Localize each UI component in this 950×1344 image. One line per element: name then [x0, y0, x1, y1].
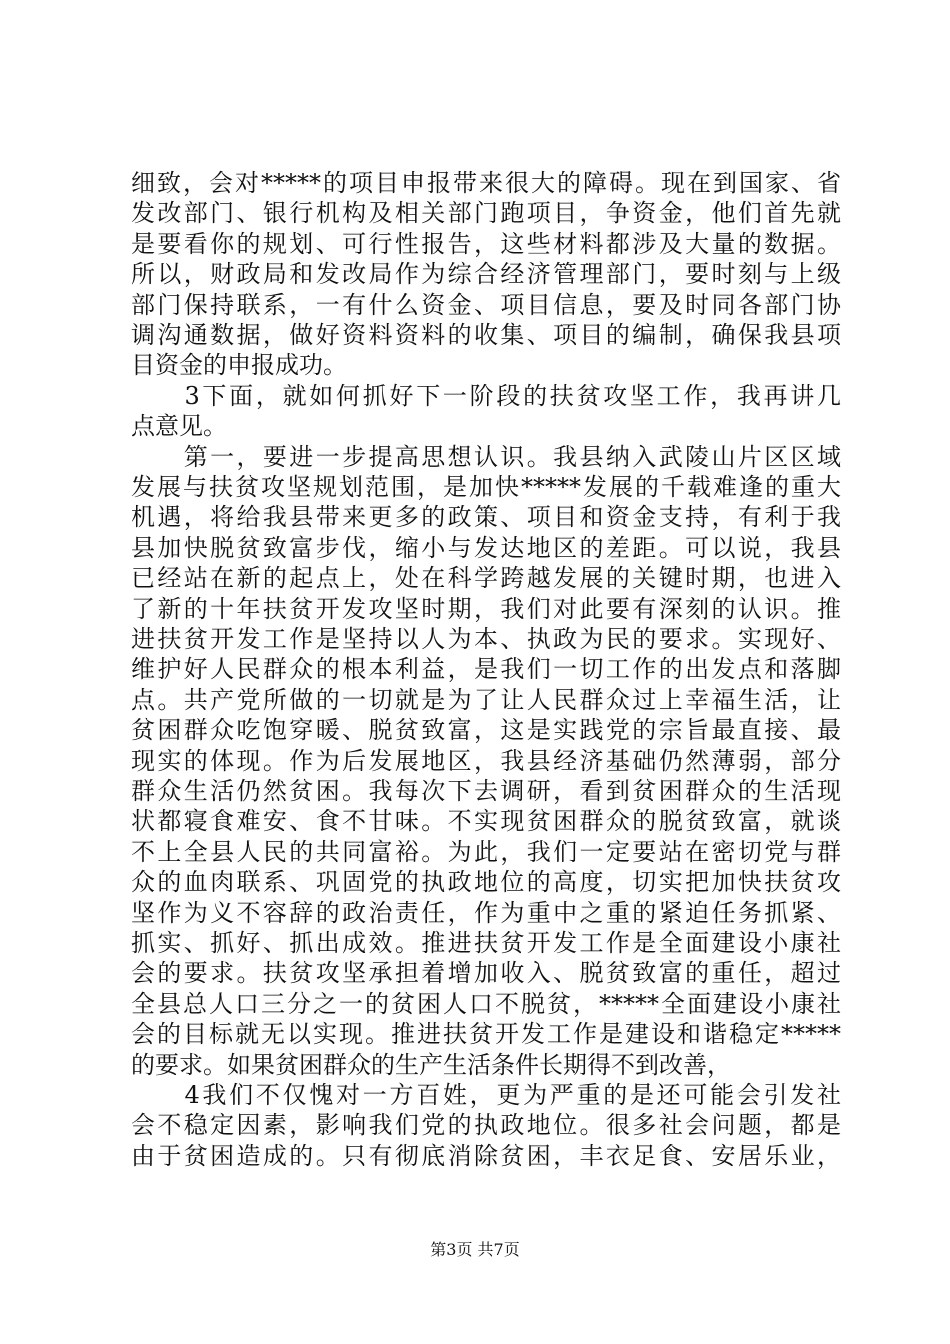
text-line: 不上全县人民的共同富裕。为此，我们一定要站在密切党与群 [131, 837, 841, 866]
text-line: 贫困群众吃饱穿暖、脱贫致富，这是实践党的宗旨最直接、最 [131, 716, 841, 745]
text-line: 会的目标就无以实现。推进扶贫开发工作是建设和谐稳定***** [131, 1020, 841, 1049]
text-line: 已经站在新的起点上，处在科学跨越发展的关键时期，也进入 [131, 564, 841, 593]
text-line: 的要求。如果贫困群众的生产生活条件长期得不到改善， [131, 1050, 731, 1079]
text-line: 状都寝食难安、食不甘味。不实现贫困群众的脱贫致富，就谈 [131, 807, 841, 836]
text-line: 由于贫困造成的。只有彻底消除贫困，丰衣足食、安居乐业， [131, 1141, 841, 1170]
text-line: 发展与扶贫攻坚规划范围，是加快*****发展的千载难逢的重大 [131, 473, 841, 501]
text-line: 发改部门、银行机构及相关部门跑项目，争资金，他们首先就 [131, 199, 841, 228]
text-line: 会的要求。扶贫攻坚承担着增加收入、脱贫致富的重任，超过 [131, 959, 841, 988]
text-line: 是要看你的规划、可行性报告，这些材料都涉及大量的数据。 [131, 229, 841, 258]
text-line: 目资金的申报成功。 [131, 351, 347, 380]
text-line: 点。共产党所做的一切就是为了让人民群众过上幸福生活，让 [131, 685, 841, 714]
text-line: 群众生活仍然贫困。我每次下去调研，看到贫困群众的生活现 [131, 777, 841, 805]
text-line: 机遇，将给我县带来更多的政策、项目和资金支持，有利于我 [131, 503, 841, 532]
text-line: 抓实、抓好、抓出成效。推进扶贫开发工作是全面建设小康社 [131, 929, 841, 957]
text-line: 细致，会对*****的项目申报带来很大的障碍。现在到国家、省 [131, 169, 841, 197]
text-line: 第一，要进一步提高思想认识。我县纳入武陵山片区区域 [131, 442, 841, 471]
text-line: 部门保持联系，一有什么资金、项目信息，要及时同各部门协 [131, 290, 841, 319]
text-line: 会不稳定因素，影响我们党的执政地位。很多社会问题，都是 [131, 1111, 841, 1140]
text-line: 县加快脱贫致富步伐，缩小与发达地区的差距。可以说，我县 [131, 533, 841, 562]
text-line: 所以，财政局和发改局作为综合经济管理部门，要时刻与上级 [131, 260, 841, 289]
page-footer: 第3页 共7页 [430, 1240, 520, 1259]
text-line: 3下面，就如何抓好下一阶段的扶贫攻坚工作，我再讲几 [131, 381, 841, 410]
text-line: 调沟通数据，做好资料资料的收集、项目的编制，确保我县项 [131, 321, 841, 349]
text-line: 众的血肉联系、巩固党的执政地位的高度，切实把加快扶贫攻 [131, 868, 841, 897]
text-line: 点意见。 [131, 412, 227, 441]
text-line: 维护好人民群众的根本利益，是我们一切工作的出发点和落脚 [131, 655, 841, 684]
text-line: 坚作为义不容辞的政治责任，作为重中之重的紧迫任务抓紧、 [131, 898, 841, 927]
text-line: 了新的十年扶贫开发攻坚时期，我们对此要有深刻的认识。推 [131, 594, 841, 623]
text-line: 进扶贫开发工作是坚持以人为本、执政为民的要求。实现好、 [131, 625, 841, 653]
text-line: 全县总人口三分之一的贫困人口不脱贫，*****全面建设小康社 [131, 989, 841, 1018]
text-line: 4我们不仅愧对一方百姓，更为严重的是还可能会引发社 [131, 1081, 841, 1109]
text-line: 现实的体现。作为后发展地区，我县经济基础仍然薄弱，部分 [131, 746, 841, 775]
